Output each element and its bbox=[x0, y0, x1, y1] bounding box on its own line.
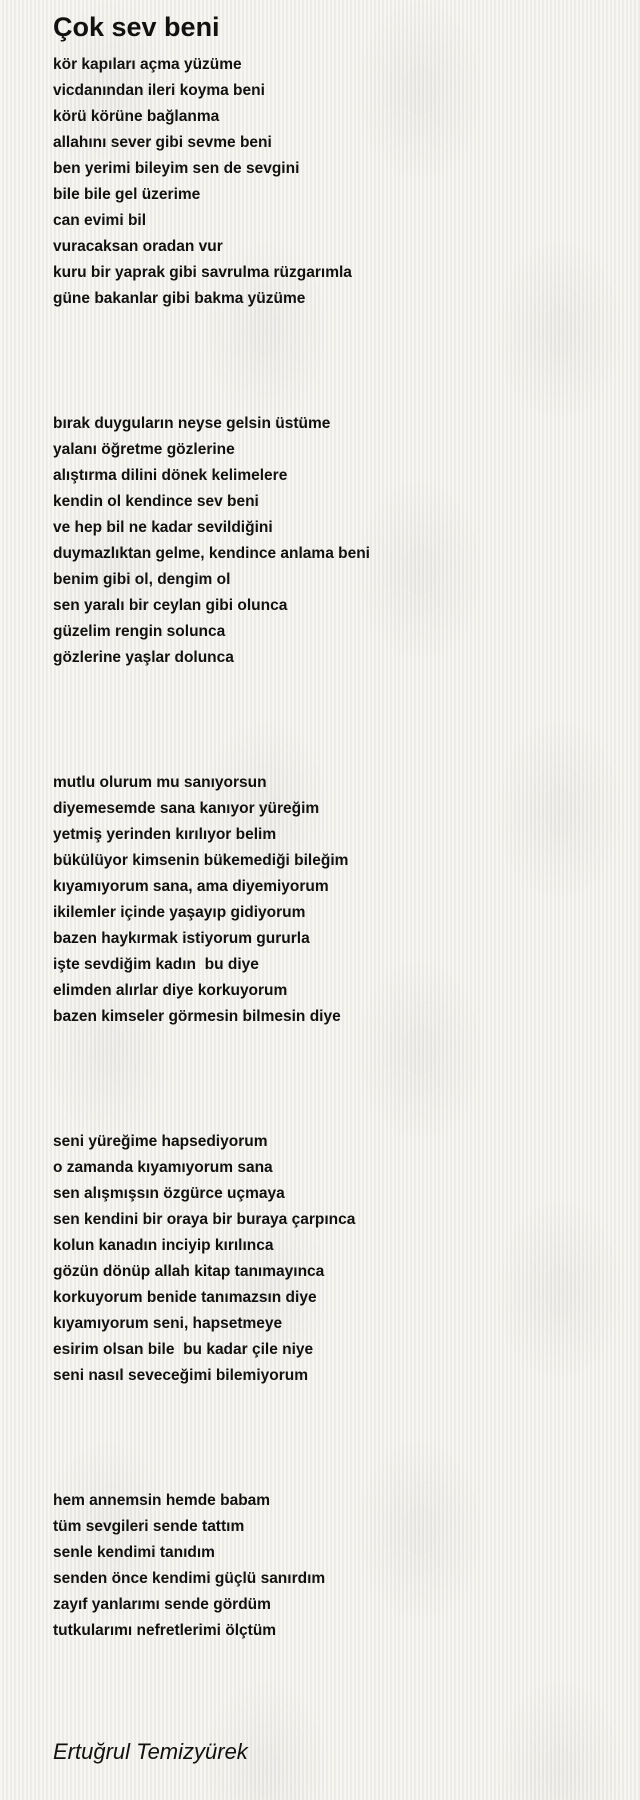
poem-line: gözlerine yaşlar dolunca bbox=[53, 649, 234, 666]
poem-line: allahını sever gibi sevme beni bbox=[53, 134, 272, 151]
poem-line: can evimi bil bbox=[53, 212, 147, 229]
poem-line: duymazlıktan gelme, kendince anlama beni bbox=[53, 545, 370, 562]
poem-line: bazen kimseler görmesin bilmesin diye bbox=[53, 1008, 341, 1025]
poem-line: bükülüyor kimsenin bükemediği bileğim bbox=[53, 852, 349, 869]
poem-line: o zamanda kıyamıyorum sana bbox=[53, 1159, 273, 1176]
poem-line: sen yaralı bir ceylan gibi olunca bbox=[53, 597, 288, 614]
poem-line: güne bakanlar gibi bakma yüzüme bbox=[53, 290, 306, 307]
stanza bbox=[53, 411, 613, 671]
stanza bbox=[53, 1488, 613, 1644]
poem-line: gözün dönüp allah kitap tanımayınca bbox=[53, 1263, 325, 1280]
poem-line: sen kendini bir oraya bir buraya çarpınca bbox=[53, 1211, 356, 1228]
poem-line: kuru bir yaprak gibi savrulma rüzgarımla bbox=[53, 264, 352, 281]
poem-line: senle kendimi tanıdım bbox=[53, 1544, 215, 1561]
poem-line: korkuyorum benide tanımazsın diye bbox=[53, 1289, 317, 1306]
poem-line: yetmiş yerinden kırılıyor belim bbox=[53, 826, 277, 843]
poem-line: tüm sevgileri sende tattım bbox=[53, 1518, 245, 1535]
poem-line: senden önce kendimi güçlü sanırdım bbox=[53, 1570, 326, 1587]
poem-line: diyemesemde sana kanıyor yüreğim bbox=[53, 800, 320, 817]
poem-line: güzelim rengin solunca bbox=[53, 623, 226, 640]
poem-title: Çok sev beni bbox=[53, 12, 220, 42]
poem-line: yalanı öğretme gözlerine bbox=[53, 441, 235, 458]
stanza bbox=[53, 770, 613, 1030]
poem-line: sen alışmışsın özgürce uçmaya bbox=[53, 1185, 285, 1202]
poem-line: elimden alırlar diye korkuyorum bbox=[53, 982, 288, 999]
poem-line: benim gibi ol, dengim ol bbox=[53, 571, 231, 588]
poem-line: tutkularımı nefretlerimi ölçtüm bbox=[53, 1622, 277, 1639]
poem-line: seni yüreğime hapsediyorum bbox=[53, 1133, 268, 1150]
poem-line: mutlu olurum mu sanıyorsun bbox=[53, 774, 267, 791]
poem-line: kendin ol kendince sev beni bbox=[53, 493, 259, 510]
poem-line: esirim olsan bile bu kadar çile niye bbox=[53, 1341, 314, 1358]
stanza bbox=[53, 1129, 613, 1389]
poem-line: vuracaksan oradan vur bbox=[53, 238, 223, 255]
poem-author: Ertuğrul Temizyürek bbox=[53, 1739, 248, 1764]
poem-line: zayıf yanlarımı sende gördüm bbox=[53, 1596, 271, 1613]
poem-line: bırak duyguların neyse gelsin üstüme bbox=[53, 415, 331, 432]
poem-line: işte sevdiğim kadın bu diye bbox=[53, 956, 259, 973]
poem-line: kıyamıyorum sana, ama diyemiyorum bbox=[53, 878, 329, 895]
poem-line: bile bile gel üzerime bbox=[53, 186, 201, 203]
poem-line: alıştırma dilini dönek kelimelere bbox=[53, 467, 288, 484]
poem-line: ikilemler içinde yaşayıp gidiyorum bbox=[53, 904, 306, 921]
stanza bbox=[53, 52, 613, 312]
poem-line: ve hep bil ne kadar sevildiğini bbox=[53, 519, 273, 536]
poem-line: vicdanından ileri koyma beni bbox=[53, 82, 265, 99]
poem-line: kıyamıyorum seni, hapsetmeye bbox=[53, 1315, 283, 1332]
poem-line: kolun kanadın inciyip kırılınca bbox=[53, 1237, 274, 1254]
poem-line: ben yerimi bileyim sen de sevgini bbox=[53, 160, 300, 177]
poem-line: bazen haykırmak istiyorum gururla bbox=[53, 930, 310, 947]
poem-body bbox=[53, 52, 613, 1644]
poem-line: körü körüne bağlanma bbox=[53, 108, 220, 125]
poem bbox=[53, 10, 613, 1644]
poem-line: seni nasıl seveceğimi bilemiyorum bbox=[53, 1367, 309, 1384]
poem-line: kör kapıları açma yüzüme bbox=[53, 56, 242, 73]
poem-line: hem annemsin hemde babam bbox=[53, 1492, 271, 1509]
